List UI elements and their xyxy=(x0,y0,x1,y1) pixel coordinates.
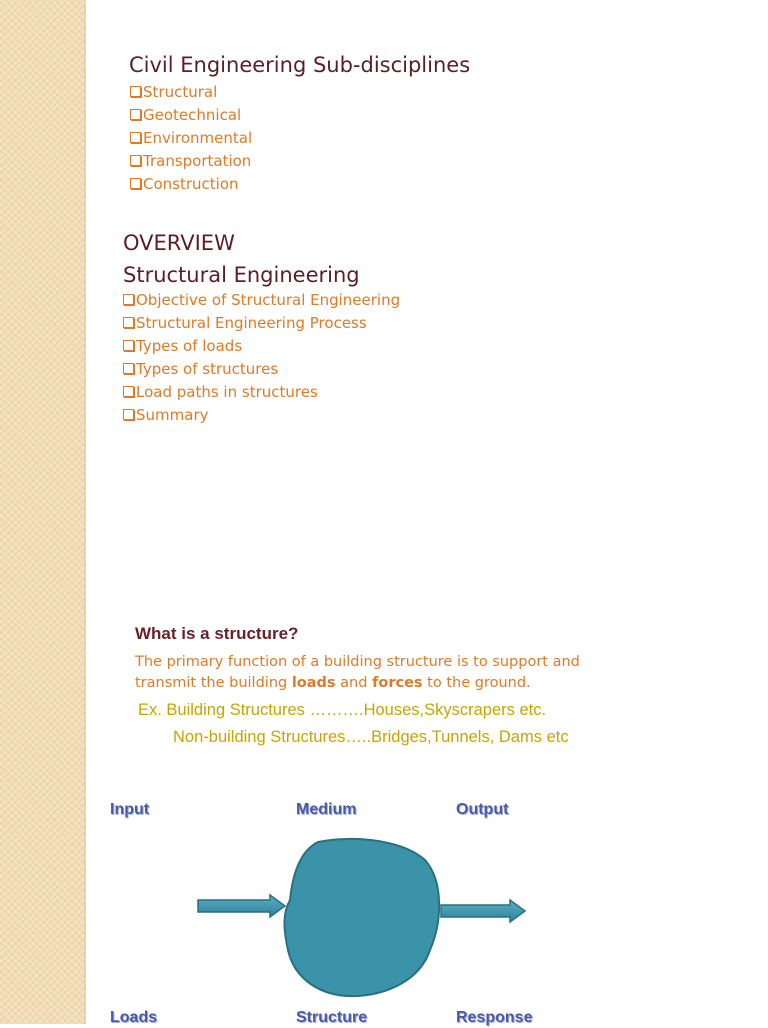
structure-definition-line1: The primary function of a building structure is to support and xyxy=(135,654,580,670)
checkbox-bullet-icon xyxy=(130,132,141,143)
forces-keyword: forces xyxy=(372,675,423,691)
input-arrow-icon xyxy=(198,895,285,917)
flow-label-structure: Structure xyxy=(296,1009,368,1026)
checkbox-bullet-icon xyxy=(130,109,141,120)
output-arrow-icon xyxy=(441,900,525,922)
overview-subtitle: Structural Engineering xyxy=(123,263,360,287)
list-item: Environmental xyxy=(130,127,470,150)
list-item: Summary xyxy=(123,404,400,427)
checkbox-bullet-icon xyxy=(130,178,141,189)
checkbox-bullet-icon xyxy=(123,363,134,374)
flow-label-output: Output xyxy=(456,801,509,818)
side-divider xyxy=(84,0,86,1024)
structure-section xyxy=(135,623,580,749)
list-item: Structural xyxy=(130,81,470,104)
list-item: Objective of Structural Engineering xyxy=(123,289,400,312)
list-item: Geotechnical xyxy=(130,104,470,127)
loads-keyword: loads xyxy=(291,675,336,691)
overview-section xyxy=(123,230,400,427)
flow-label-loads: Loads xyxy=(110,1009,158,1026)
checkbox-bullet-icon xyxy=(123,340,134,351)
non-building-structures-example: Non-building Structures…..Bridges,Tunnels, Dams etc xyxy=(173,728,569,746)
subdisciplines-title: Civil Engineering Sub-disciplines xyxy=(129,53,471,77)
overview-title: OVERVIEW xyxy=(123,231,235,255)
subdisciplines-section xyxy=(129,52,470,196)
list-item: Construction xyxy=(130,173,470,196)
structure-medium-shape xyxy=(284,839,439,996)
checkbox-bullet-icon xyxy=(123,386,134,397)
flow-label-response: Response xyxy=(456,1009,533,1026)
checkbox-bullet-icon xyxy=(130,155,141,166)
list-item: Types of loads xyxy=(123,335,400,358)
checkbox-bullet-icon xyxy=(123,294,134,305)
flow-label-medium: Medium xyxy=(296,801,357,818)
list-item: Structural Engineering Process xyxy=(123,312,400,335)
structure-question: What is a structure? xyxy=(135,624,299,643)
decorative-side-strip xyxy=(0,0,84,1024)
building-structures-example: Ex. Building Structures ……….Houses,Skyscrapers etc. xyxy=(138,701,547,719)
list-item: Types of structures xyxy=(123,358,400,381)
list-item: Load paths in structures xyxy=(123,381,400,404)
structure-definition-line2: transmit the building loads and forces to the ground. xyxy=(135,675,531,691)
flow-label-input: Input xyxy=(110,801,150,818)
checkbox-bullet-icon xyxy=(130,86,141,97)
overview-list xyxy=(123,289,400,427)
checkbox-bullet-icon xyxy=(123,317,134,328)
checkbox-bullet-icon xyxy=(123,409,134,420)
subdisciplines-list xyxy=(130,81,470,196)
list-item: Transportation xyxy=(130,150,470,173)
